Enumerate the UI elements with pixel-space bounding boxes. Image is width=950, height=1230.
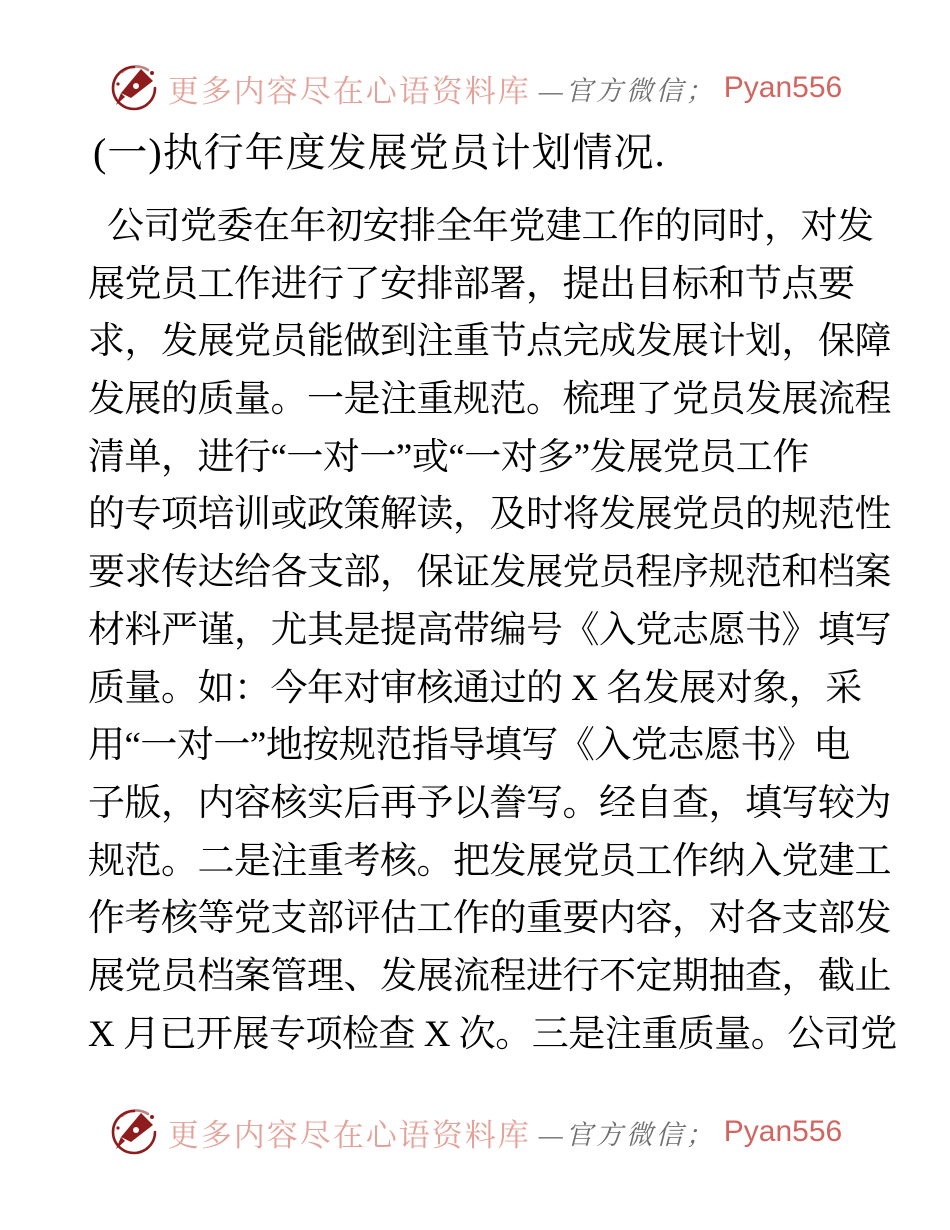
pen-logo-icon xyxy=(108,62,160,114)
body-text-line: 子版，内容核实后再予以誊写。经自查，填写较为 xyxy=(88,782,891,824)
body-text-line: 发展的质量。一是注重规范。梳理了党员发展流程 xyxy=(88,379,891,421)
body-text-line: 的专项培训或政策解读，及时将发展党员的规范性 xyxy=(88,494,891,536)
footer-watermark xyxy=(0,1106,950,1158)
body-text-line: 求，发展党员能做到注重节点完成发展计划，保障 xyxy=(88,321,891,363)
watermark-channel-label: —官方微信； xyxy=(538,75,716,106)
body-text-line: 用“一对一”地按规范指导填写《入党志愿书》电 xyxy=(88,725,850,767)
watermark-wechat-id: Pyan556 xyxy=(723,1115,843,1148)
body-text-line: 要求传达给各支部，保证发展党员程序规范和档案 xyxy=(88,552,891,594)
body-text-line: 材料严谨，尤其是提高带编号《入党志愿书》填写 xyxy=(88,609,891,651)
body-text-line: 公司党委在年初安排全年党建工作的同时，对发 xyxy=(107,206,874,247)
body-text-line: 清单，进行“一对一”或“一对多”发展党员工作 xyxy=(88,436,809,478)
body-text-line: 规范。二是注重考核。把发展党员工作纳入党建工 xyxy=(88,840,891,882)
pen-logo-icon xyxy=(108,1106,160,1158)
watermark-channel-label: —官方微信； xyxy=(538,1119,716,1150)
body-text-line: 展党员工作进行了安排部署，提出目标和节点要 xyxy=(88,263,855,305)
body-text-line: X 月已开展专项检查 X 次。三是注重质量。公司党 xyxy=(88,1013,897,1055)
body-text-line: 质量。如：今年对审核通过的 X 名发展对象，采 xyxy=(88,667,862,709)
watermark-site-name: 更多内容尽在心语资料库 xyxy=(167,73,531,109)
section-heading: (一)执行年度发展党员计划情况. xyxy=(93,130,666,175)
header-watermark xyxy=(0,62,950,114)
body-text-line: 展党员档案管理、发展流程进行不定期抽查，截止 xyxy=(88,955,891,997)
watermark-wechat-id: Pyan556 xyxy=(723,71,843,104)
body-text-line: 作考核等党支部评估工作的重要内容，对各支部发 xyxy=(88,898,891,940)
body-text xyxy=(88,198,918,1063)
watermark-site-name: 更多内容尽在心语资料库 xyxy=(167,1117,531,1153)
